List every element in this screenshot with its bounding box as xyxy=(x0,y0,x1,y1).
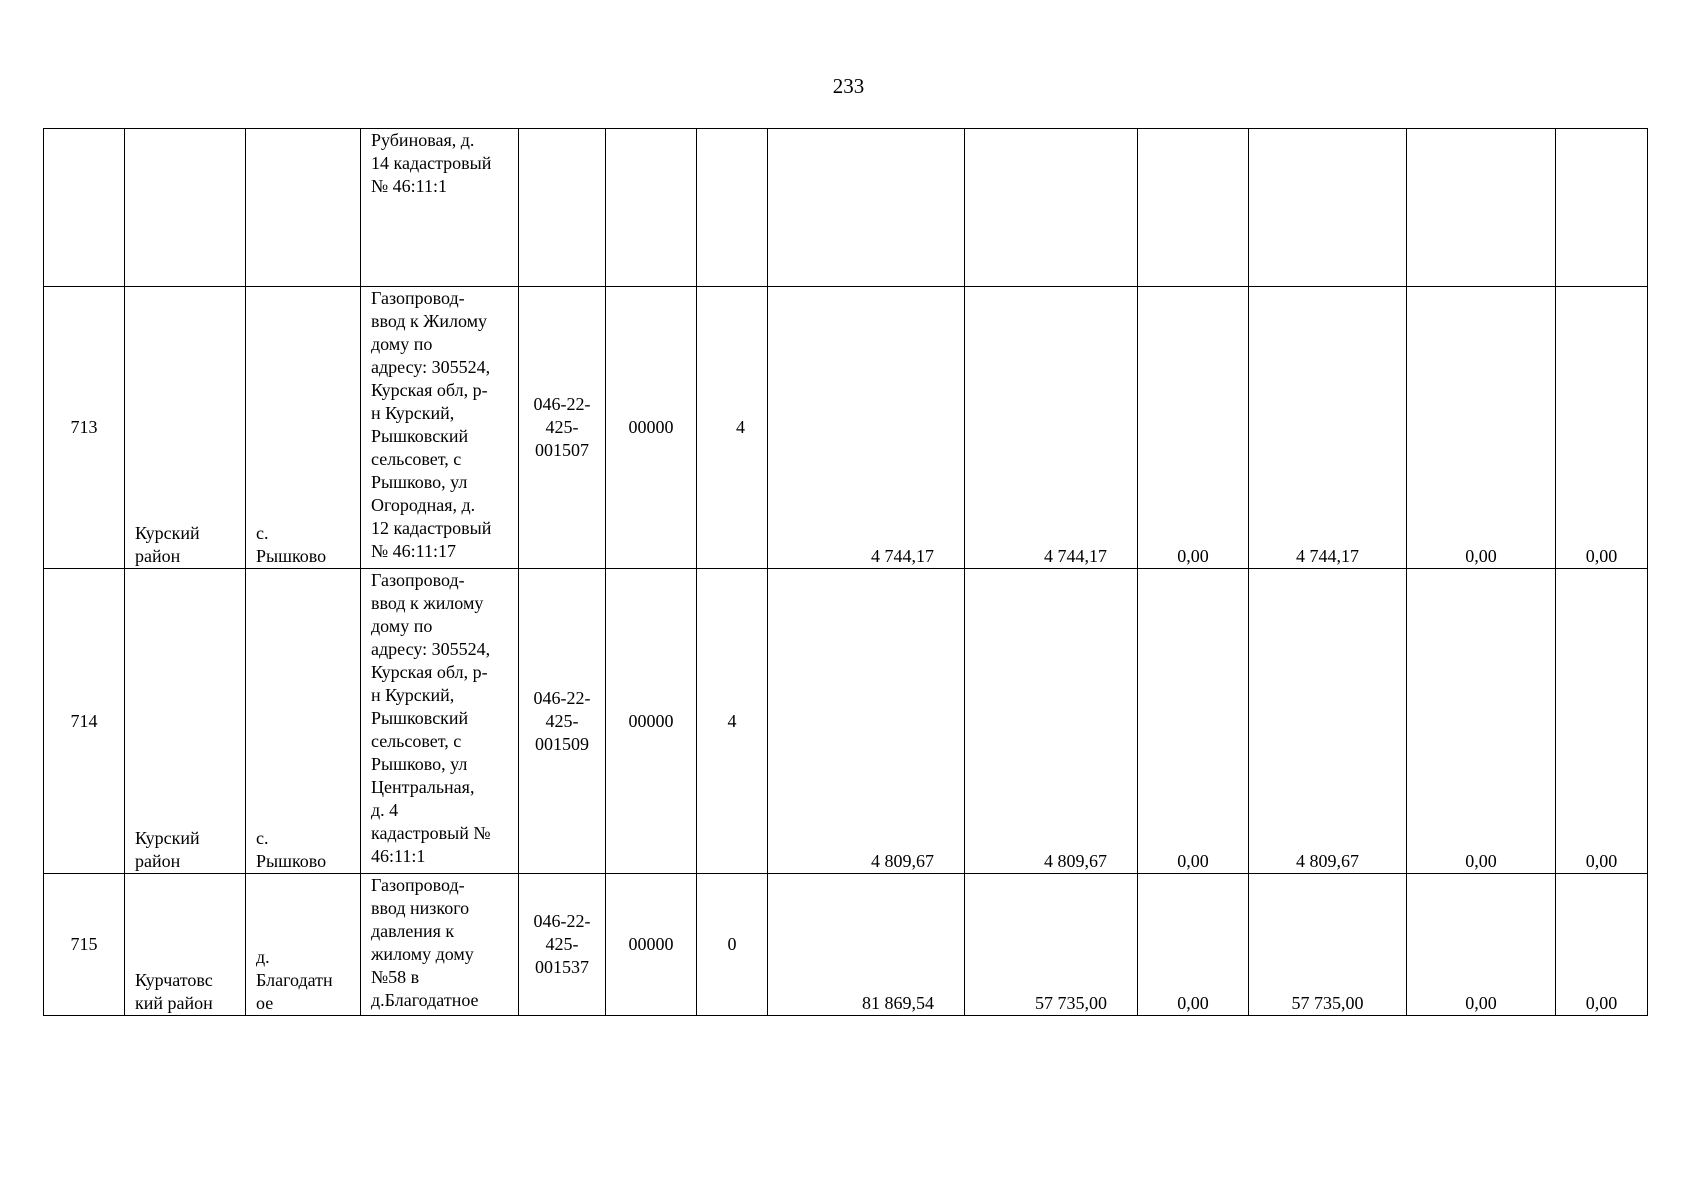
amount-cell: 0,00 xyxy=(1407,874,1556,1016)
amount-cell: 4 744,17 xyxy=(1249,287,1407,569)
amount-cell: 0,00 xyxy=(1556,287,1648,569)
description-line: адресу: 305524, xyxy=(371,639,491,659)
code-line: 425- xyxy=(545,710,579,731)
amount-cell: 0,00 xyxy=(1407,569,1556,874)
code-line: 425- xyxy=(545,934,579,954)
amount-cell: 4 809,67 xyxy=(768,569,965,874)
amount-cell xyxy=(965,129,1138,287)
settlement-line: Рышково xyxy=(256,851,327,871)
code-cell xyxy=(519,287,606,569)
amount-cell: 4 744,17 xyxy=(768,287,965,569)
district-cell xyxy=(125,287,246,569)
description-line: 12 кадастровый xyxy=(371,518,492,538)
row-index: 713 xyxy=(44,287,125,569)
code-line: 001507 xyxy=(535,440,589,460)
type-code-cell xyxy=(606,129,697,287)
amount-cell: 4 809,67 xyxy=(1249,569,1407,874)
description-line: Рышковский xyxy=(371,708,469,728)
amount-cell xyxy=(1138,129,1249,287)
code-line: 425- xyxy=(545,417,579,437)
code-cell xyxy=(519,569,606,874)
settlement-line: с. xyxy=(256,828,269,848)
amount-cell: 0,00 xyxy=(1556,569,1648,874)
amount-cell xyxy=(1556,129,1648,287)
amount-cell: 0,00 xyxy=(1556,874,1648,1016)
description-cell xyxy=(361,569,519,874)
description-line: Рубиновая, д. xyxy=(371,130,475,150)
code-line: 046-22- xyxy=(533,911,591,931)
description-line: ввод низкого xyxy=(371,898,470,918)
description-line: ввод к жилому xyxy=(371,593,484,613)
description-line: Газопровод- xyxy=(371,570,465,590)
type-code-cell: 00000 xyxy=(606,287,697,569)
flag-cell: 0 xyxy=(697,874,768,1016)
description-line: Курская обл, р- xyxy=(371,380,488,400)
district-cell xyxy=(125,129,246,287)
description-line: жилому дому xyxy=(371,944,474,964)
code-cell xyxy=(519,129,606,287)
amount-cell: 4 744,17 xyxy=(965,287,1138,569)
amount-cell: 0,00 xyxy=(1138,569,1249,874)
amount-cell: 81 869,54 xyxy=(768,874,965,1016)
settlement-line: Рышково xyxy=(256,546,327,566)
row-index: 714 xyxy=(44,569,125,874)
amount-cell xyxy=(1249,129,1407,287)
flag-cell xyxy=(697,129,768,287)
description-line: сельсовет, с xyxy=(371,731,462,751)
amount-cell: 4 809,67 xyxy=(965,569,1138,874)
settlement-line: д. xyxy=(256,947,270,967)
district-line: Курчатовс xyxy=(135,970,213,990)
row-index xyxy=(44,129,125,287)
settlement-cell xyxy=(246,874,361,1016)
description-line: давления к xyxy=(371,921,455,941)
description-line: н Курский, xyxy=(371,685,455,705)
amount-cell: 0,00 xyxy=(1407,287,1556,569)
description-line: Курская обл, р- xyxy=(371,662,488,682)
description-line: Газопровод- xyxy=(371,875,465,895)
district-cell xyxy=(125,874,246,1016)
table-row xyxy=(44,129,1648,287)
description-line: Рышково, ул xyxy=(371,472,468,492)
table-row xyxy=(44,874,1648,1016)
code-line: 046-22- xyxy=(533,394,591,414)
description-line: ввод к Жилому xyxy=(371,311,488,331)
code-cell xyxy=(519,874,606,1016)
description-line: д.Благодатное xyxy=(371,990,479,1010)
registry-table xyxy=(43,128,1648,1016)
amount-cell: 57 735,00 xyxy=(1249,874,1407,1016)
settlement-line: ое xyxy=(256,993,274,1013)
code-line: 001537 xyxy=(535,957,589,977)
district-line: район xyxy=(135,851,181,871)
settlement-line: Благодатн xyxy=(256,970,333,990)
description-line: Рышковский xyxy=(371,426,469,446)
description-cell xyxy=(361,129,519,287)
description-line: адресу: 305524, xyxy=(371,357,491,377)
code-line: 001509 xyxy=(535,733,589,754)
description-line: дому по xyxy=(371,616,433,636)
flag-cell: 4 xyxy=(697,569,768,874)
row-index: 715 xyxy=(44,874,125,1016)
description-cell xyxy=(361,874,519,1016)
type-code-cell: 00000 xyxy=(606,874,697,1016)
code-line: 046-22- xyxy=(533,687,591,708)
description-line: Рышково, ул xyxy=(371,754,468,774)
description-line: 46:11:1 xyxy=(371,846,426,866)
page-number: 233 xyxy=(832,74,865,98)
type-code-cell: 00000 xyxy=(606,569,697,874)
amount-cell xyxy=(1407,129,1556,287)
description-line: сельсовет, с xyxy=(371,449,462,469)
description-line: Газопровод- xyxy=(371,288,465,308)
flag-cell: 4 xyxy=(697,287,768,569)
description-line: Огородная, д. xyxy=(371,495,476,515)
settlement-cell xyxy=(246,129,361,287)
description-cell xyxy=(361,287,519,569)
district-line: Курский xyxy=(135,523,200,543)
description-line: кадастровый № xyxy=(371,823,491,843)
settlement-line: с. xyxy=(256,523,269,543)
table-row xyxy=(44,569,1648,874)
district-line: район xyxy=(135,546,181,566)
amount-cell: 0,00 xyxy=(1138,874,1249,1016)
description-line: 14 кадастровый xyxy=(371,153,492,173)
settlement-cell xyxy=(246,287,361,569)
amount-cell: 57 735,00 xyxy=(965,874,1138,1016)
amount-cell: 0,00 xyxy=(1138,287,1249,569)
description-line: н Курский, xyxy=(371,403,455,423)
description-line: №58 в xyxy=(371,967,420,987)
district-cell xyxy=(125,569,246,874)
district-line: Курский xyxy=(135,828,200,848)
description-line: дому по xyxy=(371,334,433,354)
description-line: № 46:11:1 xyxy=(371,176,448,196)
description-line: № 46:11:17 xyxy=(371,541,457,561)
description-line: д. 4 xyxy=(371,800,399,820)
amount-cell xyxy=(768,129,965,287)
settlement-cell xyxy=(246,569,361,874)
district-line: кий район xyxy=(135,993,213,1013)
description-line: Центральная, xyxy=(371,777,475,797)
table-row xyxy=(44,287,1648,569)
